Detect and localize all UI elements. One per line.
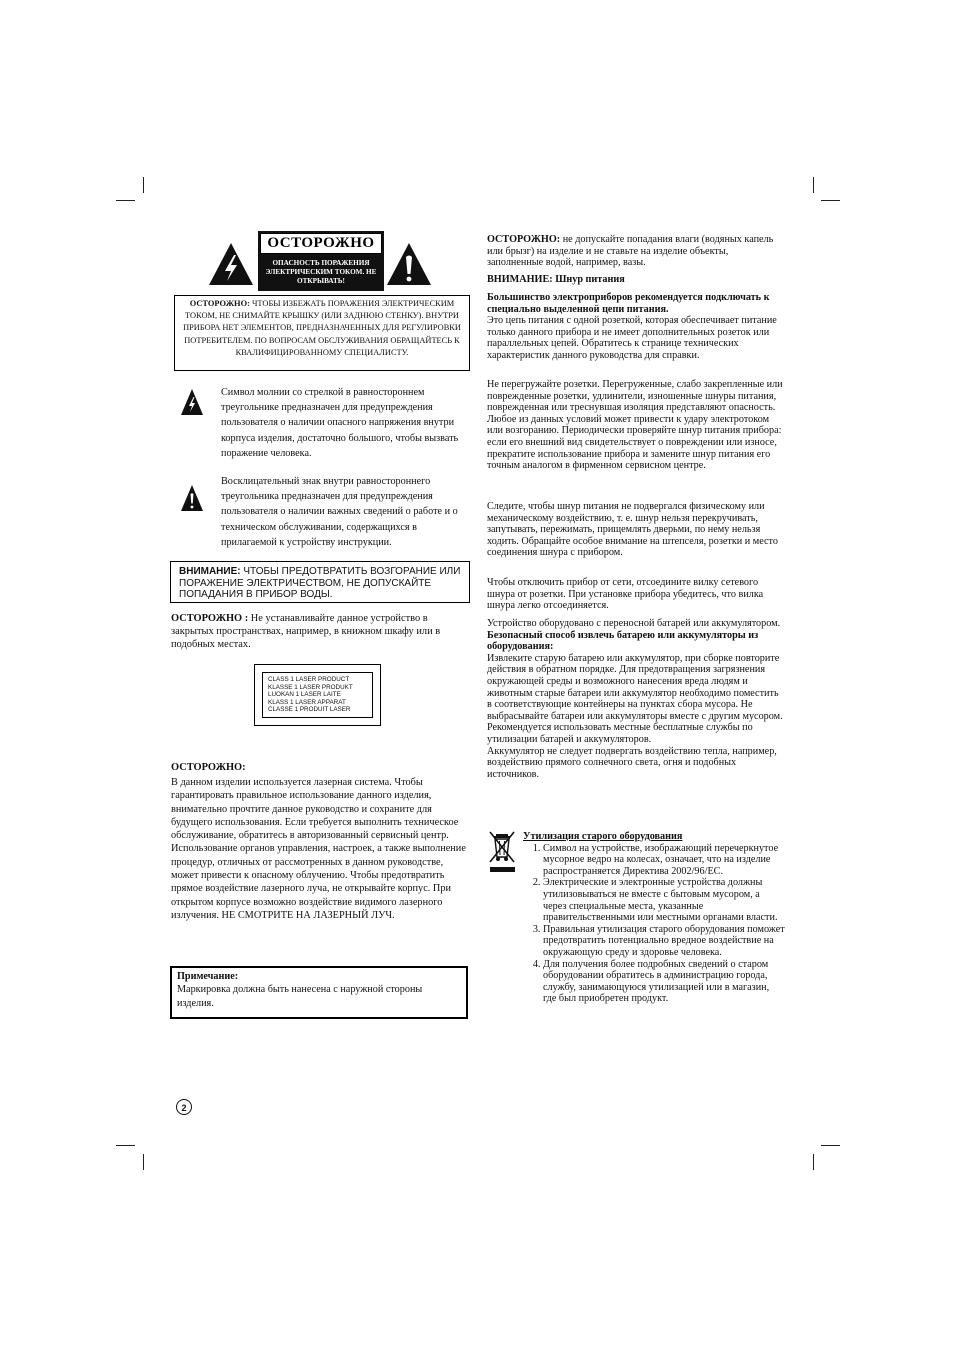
crop-mark: [116, 1145, 135, 1146]
power-cord-p2: Не перегружайте розетки. Перегруженные, слабо закрепленные или поврежденные розетки, удлинители, изношенные шнуры питания, поврежденная или треснувшая изоляция представляют опасность. Любое из данных условий может привести к удару электротоком или возгоранию. Периодически проверяйте шнур питания прибора: если его внешний вид свидетельствует о повреждении или износе, прекратите использование прибора и замените шнур питания его точным аналогом в фирменном сервисном центре.: [487, 379, 783, 472]
note-title: Примечание:: [177, 971, 239, 982]
power-cord-p3: Следите, чтобы шнур питания не подвергался физическому или механическому воздействию, т. е. шнур нельзя перекручивать, запутывать, пережимать, прищемлять дверьми, по нему нельзя ходить. Обращайте особое внимание на штепселя, розетки и место соединения шнура с прибором.: [487, 501, 778, 559]
battery-section: [487, 618, 783, 780]
vnimanie-text: ЧТОБЫ ПРЕДОТВРАТИТЬ ВОЗГОРАНИЕ ИЛИ ПОРАЖЕНИЕ ЭЛЕКТРИЧЕСТВОМ, НЕ ДОПУСКАЙТЕ ПОПАДАНИЯ В ПРИБОР ВОДЫ.: [179, 566, 461, 601]
laser-line: CLASS 1 LASER PRODUCT: [268, 676, 350, 683]
moisture-caution: [487, 234, 783, 269]
laser-caution-text: В данном изделии используется лазерная система. Чтобы гарантировать правильное использование данного изделия, внимательно прочтите данное руководство и сохраните для будущего использования. Если требуется выполнить техническое обслуживание, обратитесь в авторизованный сервисный центр. Использование органов управления, настроек, а также выполнение процедур, отличных от рассмотренных в данном руководстве, может привести к опасному облучению. Чтобы предотвратить прямое воздействие лазерного луча, не открывайте корпус. При открытом корпусе возможно воздействие видимого лазерного излучения. НЕ СМОТРИТЕ НА ЛАЗЕРНЫЙ ЛУЧ.: [171, 777, 466, 921]
lightning-symbol-icon: [180, 388, 204, 416]
lightning-symbol-text: Символ молнии со стрелкой в равностороннем треугольнике предназначен для предупреждения пользователя о наличии опасного напряжения внутри корпуса изделия, достаточно большого, чтобы вызвать поражение человека.: [221, 387, 459, 459]
crossed-bin-icon: [487, 828, 519, 874]
crop-mark: [813, 177, 814, 193]
moisture-lead: ОСТОРОЖНО:: [487, 234, 561, 245]
install-lead: ОСТОРОЖНО :: [171, 613, 249, 624]
caution-header: [258, 231, 384, 291]
install-text: Не устанавливайте данное устройство в закрытых пространствах, например, в книжном шкафу или в подобных местах.: [171, 613, 441, 651]
battery-intro: Устройство оборудовано с переносной батарей или аккумулятором.: [487, 618, 781, 629]
lightning-warning-icon: [207, 241, 255, 287]
caution-warning-box: [174, 295, 470, 371]
power-cord-p1: Это цепь питания с одной розеткой, которая обеспечивает питание только данного прибора и не имеет дополнительных розеток или параллельных цепей. Обратитесь к странице технических характеристик данного руководства для справки.: [487, 315, 777, 361]
note-text: Маркировка должна быть нанесена с наружной стороны изделия.: [177, 984, 423, 1009]
caution-box-lead: ОСТОРОЖНО:: [189, 299, 250, 308]
crop-mark: [143, 1154, 144, 1170]
laser-line: CLASSE 1 PRODUIT LASER: [268, 706, 351, 714]
crop-mark: [116, 200, 135, 201]
weee-item: 1. Символ на устройстве, изображающий перечеркнутое мусорное ведро на колесах, означает, что на изделие распространяется Директива 2002/96/EC.: [543, 843, 785, 878]
laser-line: LUOKAN 1 LASER LAITE: [268, 691, 341, 699]
fire-shock-warning-box: [170, 561, 470, 603]
laser-class-label: [254, 664, 381, 726]
caution-title: ОСТОРОЖНО: [260, 233, 382, 254]
power-cord-p4: Чтобы отключить прибор от сети, отсоедините вилку сетевого шнура от розетки. При установке прибора убедитесь, что вилка шнура легко отсоединяется.: [487, 577, 764, 612]
weee-section: [523, 831, 785, 1005]
page-number: 2: [176, 1099, 192, 1115]
weee-list: [523, 843, 785, 1005]
battery-text-2: Аккумулятор не следует подвергать воздействию тепла, например, воздействию прямого солнечного света, огня и подобных источников.: [487, 745, 777, 780]
note-box: [170, 966, 468, 1019]
weee-item: 3. Правильная утилизация старого оборудования поможет предотвратить потенциально вредное воздействие на окружающую среду и здоровье человека.: [543, 924, 785, 959]
crop-mark: [821, 1145, 840, 1146]
exclamation-symbol-text: Восклицательный знак внутри равностороннего треугольника предназначен для предупреждения пользователя о наличии важных сведений о работе и о техническом обслуживании, содержащихся в прилагаемой к устройству инструкции.: [221, 476, 458, 548]
vnimanie-lead: ВНИМАНИЕ:: [179, 566, 241, 577]
caution-subtitle: ОПАСНОСТЬ ПОРАЖЕНИЯ ЭЛЕКТРИЧЕСКИМ ТОКОМ. НЕ ОТКРЫВАТЬ!: [265, 259, 377, 285]
crop-mark: [821, 200, 840, 201]
power-cord-section: [487, 292, 783, 362]
install-caution: [171, 612, 469, 652]
laser-line: KLASSE 1 LASER PRODUKT: [268, 683, 353, 691]
crop-mark: [813, 1154, 814, 1170]
power-cord-heading: ВНИМАНИЕ: Шнур питания: [487, 274, 625, 285]
crop-mark: [143, 177, 144, 193]
weee-item: 4. Для получения более подробных сведений о старом оборудовании обратитесь в администрацию города, службу, занимающуюся утилизацией или в магазин, где был приобретен продукт.: [543, 959, 785, 1005]
battery-heading: Безопасный способ извлечь батарею или аккумуляторы из оборудования:: [487, 629, 759, 653]
exclamation-warning-icon: [385, 241, 433, 287]
caution-box-text: ЧТОБЫ ИЗБЕЖАТЬ ПОРАЖЕНИЯ ЭЛЕКТРИЧЕСКИМ ТОКОМ, НЕ СНИМАЙТЕ КРЫШКУ (ИЛИ ЗАДНЮЮ СТЕНКУ). ВНУТРИ ПРИБОРА НЕТ ЭЛЕМЕНТОВ, ПРЕДНАЗНАЧЕННЫХ ДЛЯ РЕГУЛИРОВКИ ПОТРЕБИТЕЛЕМ. ПО ВОПРОСАМ ОБСЛУЖИВАНИЯ ОБРАЩАЙТЕСЬ К КВАЛИФИЦИРОВАННОМУ СПЕЦИАЛИСТУ.: [183, 299, 461, 357]
exclamation-symbol-icon: [180, 484, 204, 512]
battery-text: Извлеките старую батарею или аккумулятор, при сборке повторите действия в обратном порядке. Для предотвращения загрязнения окружающей среды и возможного нанесения вреда людям и животным старые батареи или аккумулятор необходимо поместить в соответствующие контейнеры на пунктах сбора мусора. Не выбрасывайте батареи или аккумуляторы вместе с другим мусором. Рекомендуется использовать местные бесплатные службы по утилизации батарей и аккумуляторов.: [487, 652, 783, 745]
laser-caution-heading: ОСТОРОЖНО:: [171, 762, 246, 773]
moisture-text: не допускайте попадания влаги (водяных капель или брызг) на изделие и не ставьте на изделие объекты, заполненные водой, например, вазы.: [487, 234, 774, 269]
laser-line: KLASS 1 LASER APPARAT: [268, 698, 346, 706]
weee-title: Утилизация старого оборудования: [523, 831, 683, 842]
power-cord-bold: Большинство электроприборов рекомендуется подключать к специально выделенной цепи питания.: [487, 292, 770, 315]
weee-item: 2. Электрические и электронные устройства должны утилизовываться не вместе с бытовым мусором, а через специальные места, указанные правительственными или местными органами власти.: [543, 877, 785, 923]
